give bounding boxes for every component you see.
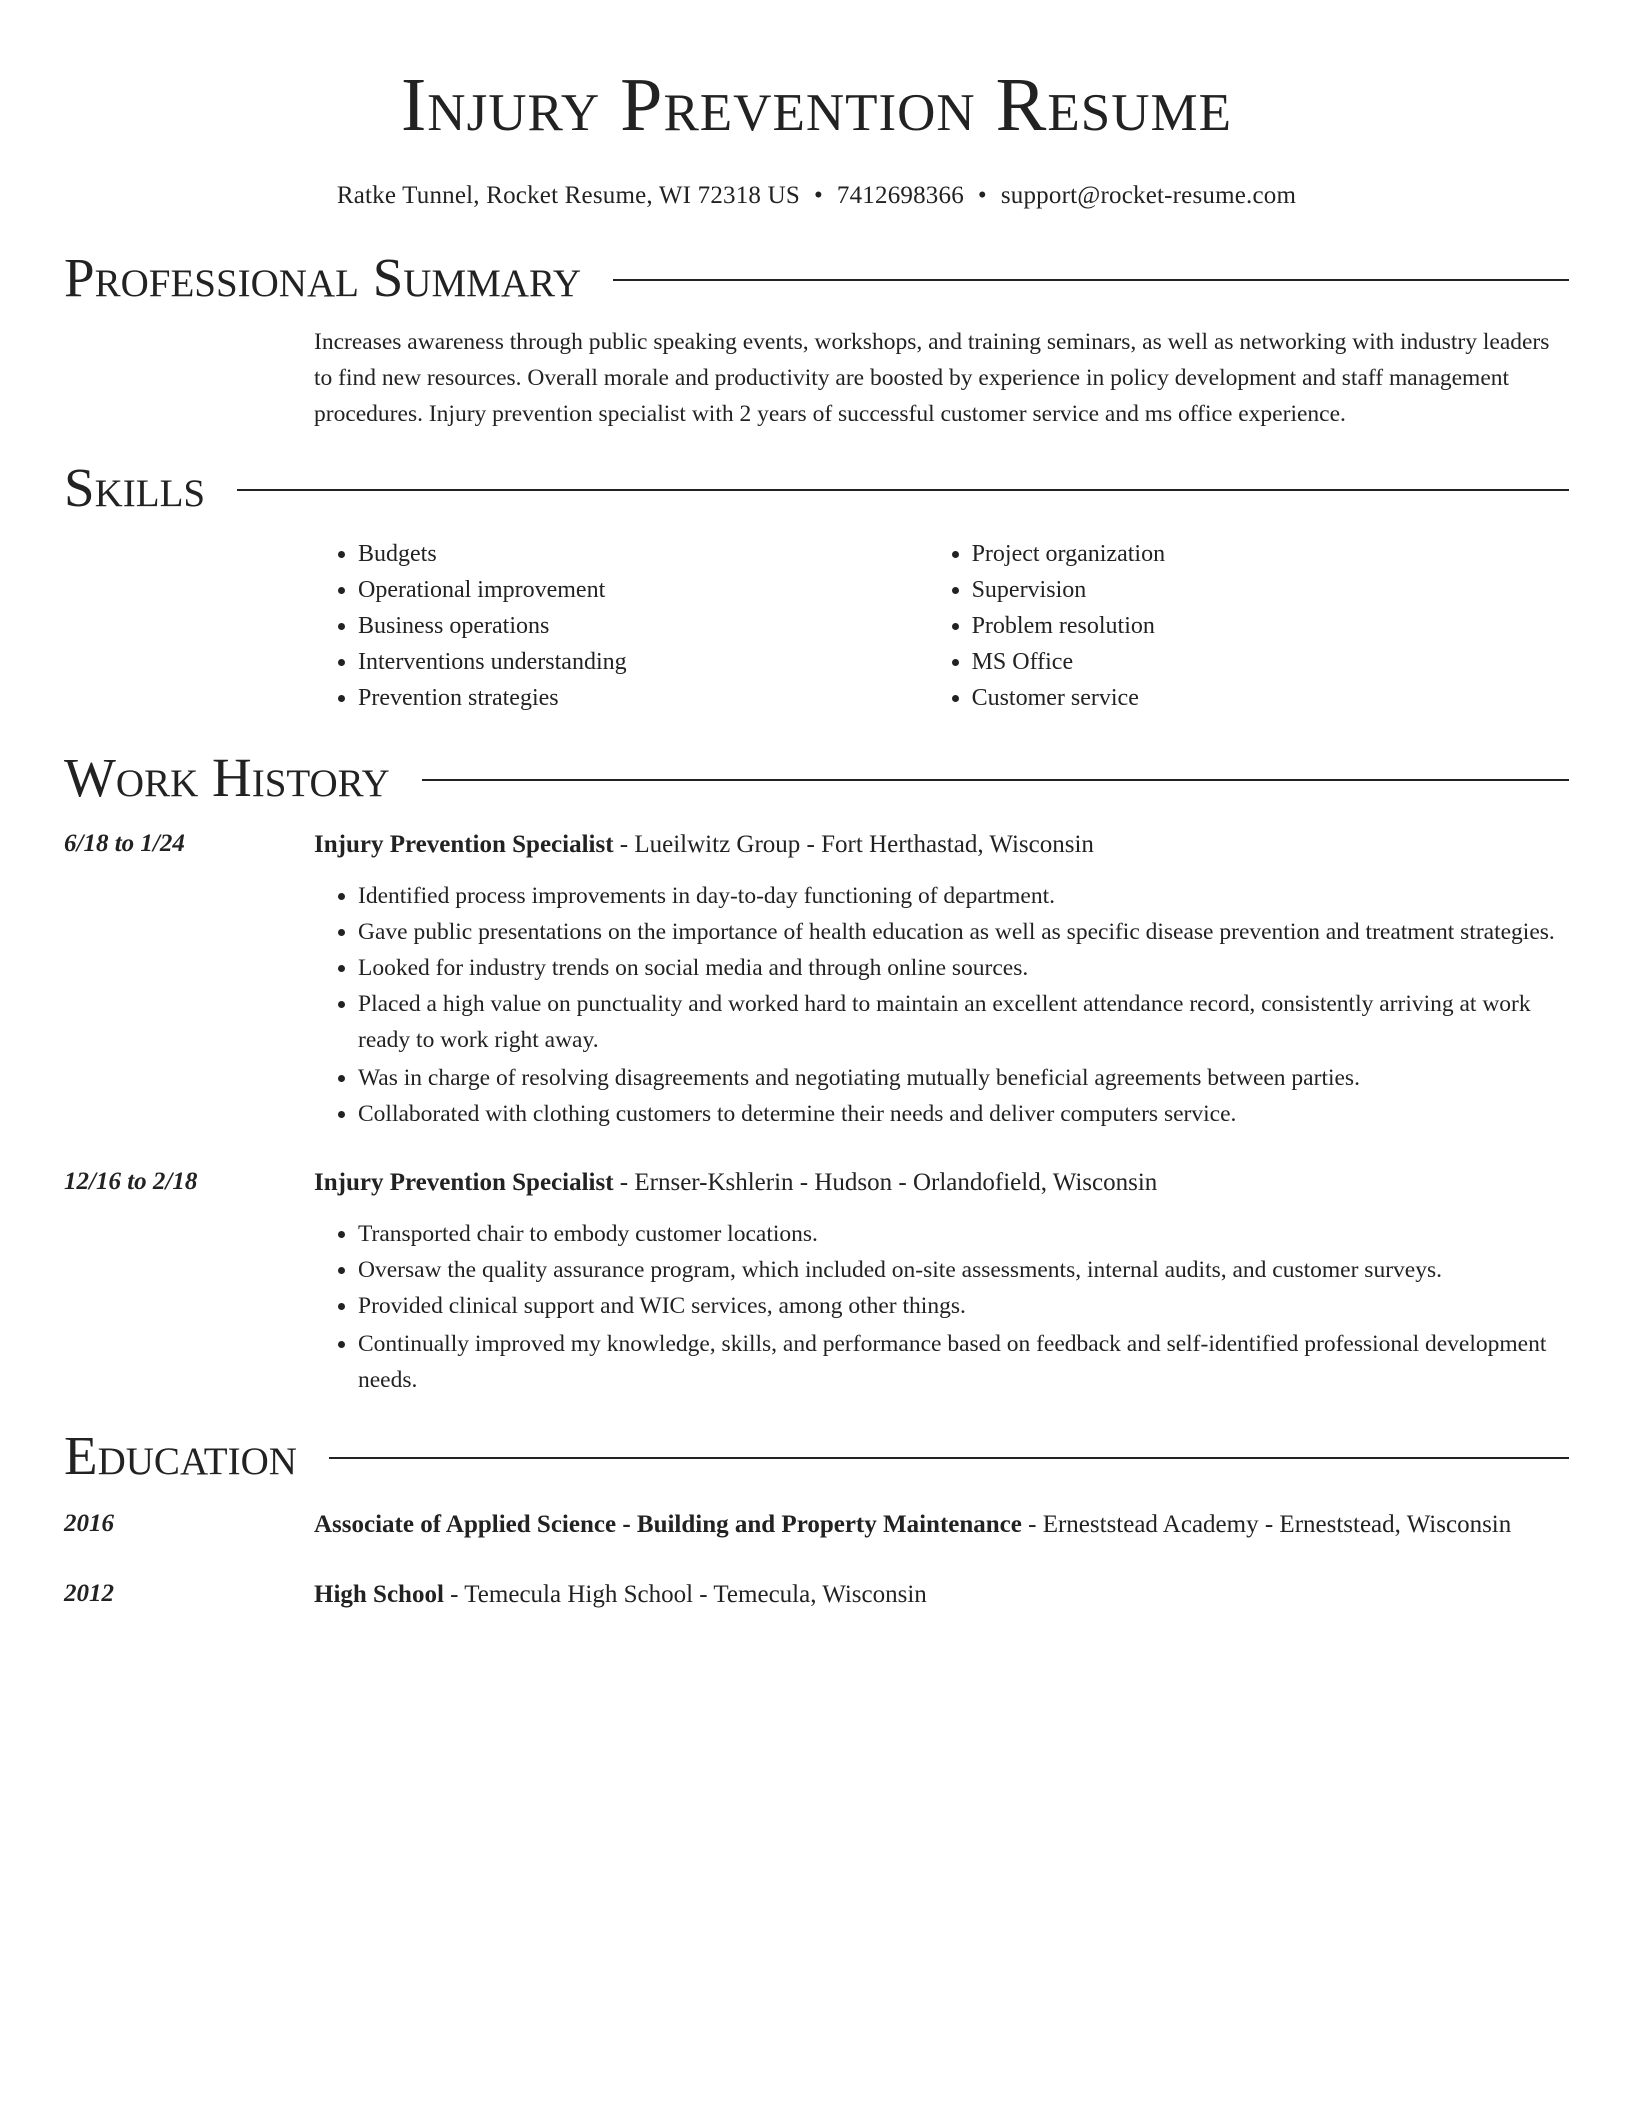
contact-separator: • — [977, 182, 987, 209]
job-bullet: • Identified process improvements in day-to-day functioning of department. — [358, 878, 1569, 914]
skills-section-header — [64, 456, 1569, 520]
skill-item: • Operational improvement — [358, 572, 928, 608]
section-divider — [613, 279, 1569, 281]
resume-title: Injury Prevention Resume — [401, 63, 1232, 147]
contact-separator: • — [813, 182, 823, 209]
job-dates: 6/18 to 1/24 — [64, 830, 185, 857]
education-header — [314, 1506, 1569, 1544]
skill-item: • Problem resolution — [972, 608, 1569, 644]
contact-phone: 7412698366 — [836, 182, 964, 209]
education-degree: Associate of Applied Science - Building and Property Maintenance — [314, 1511, 1022, 1538]
job-title: Injury Prevention Specialist — [314, 831, 614, 858]
education-section-header — [64, 1424, 1569, 1488]
education-heading: Education — [64, 1425, 297, 1486]
job-bullet: • Collaborated with clothing customers to determine their needs and deliver computers service. — [358, 1096, 1569, 1132]
skills-column-left — [314, 536, 928, 716]
contact-email[interactable]: support@rocket-resume.com — [1000, 182, 1297, 209]
summary-heading: Professional Summary — [64, 247, 582, 308]
section-divider — [422, 779, 1569, 781]
job-dates: 12/16 to 2/18 — [64, 1168, 198, 1195]
job-header — [314, 826, 1569, 864]
job-entry — [64, 826, 1569, 864]
skill-item: • Project organization — [972, 536, 1569, 572]
job-bullet: • Placed a high value on punctuality and worked hard to maintain an excellent attendance record, consistently arriving at work ready to work right away. — [358, 986, 1569, 1058]
job-entry — [64, 1164, 1569, 1202]
job-bullets — [314, 878, 1569, 1132]
skills-list — [314, 536, 1569, 716]
work-section-header — [64, 746, 1569, 810]
skills-heading: Skills — [64, 457, 206, 518]
section-divider — [237, 489, 1569, 491]
job-title: Injury Prevention Specialist — [314, 1169, 614, 1196]
education-year: 2016 — [64, 1510, 114, 1537]
education-details: - Temecula High School - Temecula, Wisconsin — [443, 1581, 927, 1608]
skill-item: • Budgets — [358, 536, 928, 572]
work-heading: Work History — [64, 747, 390, 808]
skills-column-right — [928, 536, 1569, 716]
section-divider — [329, 1457, 1569, 1459]
job-bullet-list — [314, 878, 1569, 1132]
skill-item: • Business operations — [358, 608, 928, 644]
skill-item: • Prevention strategies — [358, 680, 928, 716]
education-degree: High School — [314, 1581, 444, 1608]
education-year: 2012 — [64, 1580, 114, 1607]
skill-item: • Interventions understanding — [358, 644, 928, 680]
job-bullet: • Was in charge of resolving disagreements and negotiating mutually beneficial agreements between parties. — [358, 1060, 1569, 1096]
skill-item: • Customer service — [972, 680, 1569, 716]
job-details: - Lueilwitz Group - Fort Herthastad, Wisconsin — [613, 831, 1094, 858]
job-bullet: • Transported chair to embody customer locations. — [358, 1216, 1569, 1252]
summary-text: Increases awareness through public speaking events, workshops, and training seminars, as well as networking with industry leaders to find new resources. Overall morale and productivity are boosted by experience in policy development and staff management procedures. Injury prevention specialist with 2 years of successful customer service and ms office experience. — [314, 329, 1550, 427]
contact-line — [64, 180, 1569, 212]
job-bullet: • Oversaw the quality assurance program, which included on-site assessments, internal audits, and customer surveys. — [358, 1252, 1569, 1288]
summary-section-header — [64, 246, 1569, 310]
summary-body — [314, 324, 1569, 432]
job-bullet: • Continually improved my knowledge, skills, and performance based on feedback and self-identified professional development needs. — [358, 1326, 1569, 1398]
skill-item: • Supervision — [972, 572, 1569, 608]
education-entry — [64, 1506, 1569, 1544]
job-bullet: • Gave public presentations on the importance of health education as well as specific disease prevention and treatment strategies. — [358, 914, 1569, 950]
job-header — [314, 1164, 1569, 1202]
education-header — [314, 1576, 1569, 1614]
contact-address: Ratke Tunnel, Rocket Resume, WI 72318 US — [336, 182, 800, 209]
job-bullet: • Provided clinical support and WIC services, among other things. — [358, 1288, 1569, 1324]
education-entry — [64, 1576, 1569, 1614]
job-bullets — [314, 1216, 1569, 1398]
education-details: - Erneststead Academy - Erneststead, Wisconsin — [1021, 1511, 1512, 1538]
skill-item: • MS Office — [972, 644, 1569, 680]
job-details: - Ernser-Kshlerin - Hudson - Orlandofield, Wisconsin — [613, 1169, 1158, 1196]
job-bullet-list — [314, 1216, 1569, 1398]
job-bullet: • Looked for industry trends on social media and through online sources. — [358, 950, 1569, 986]
